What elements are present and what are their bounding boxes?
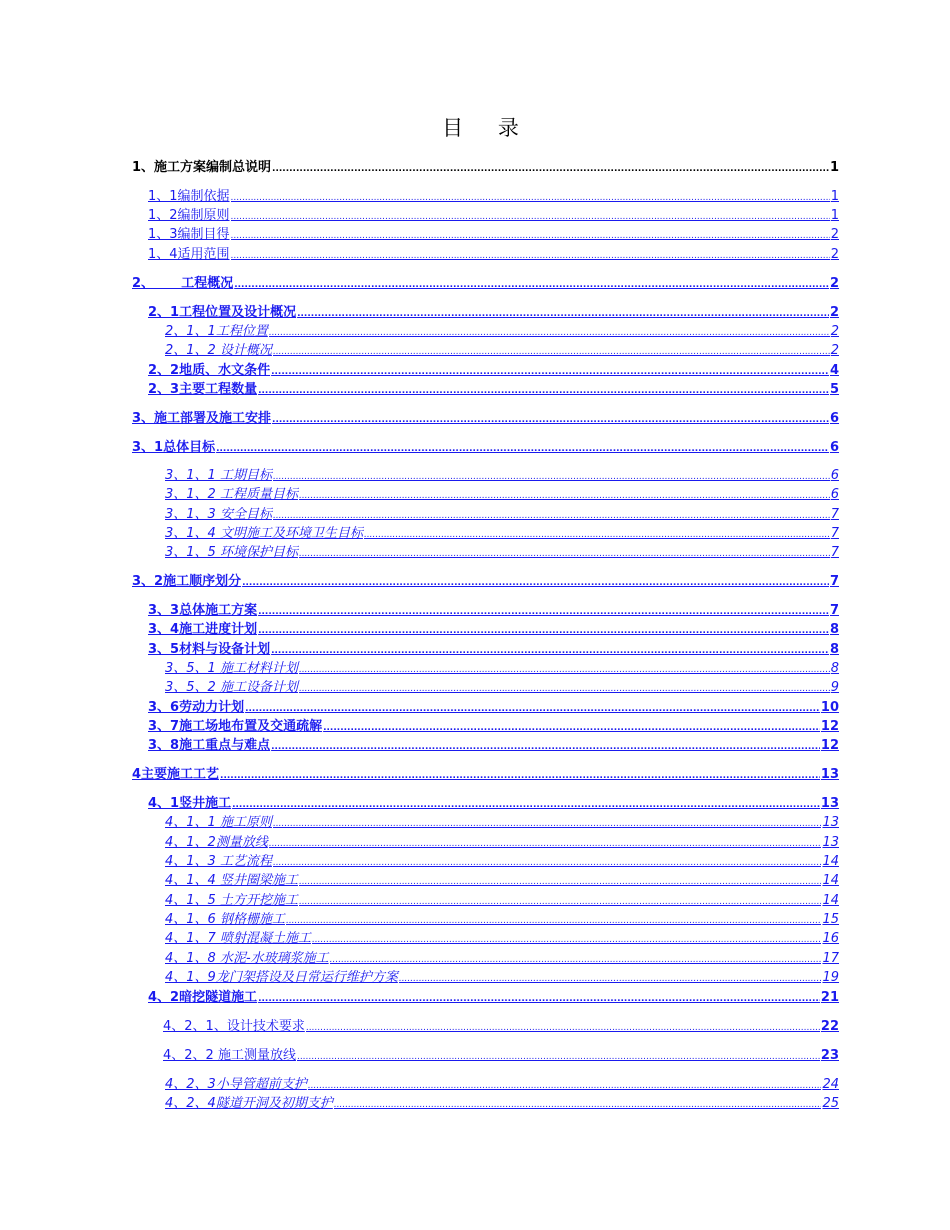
toc-entry-page: 13 — [822, 835, 839, 850]
dot-leader — [299, 875, 822, 889]
toc-entry-label: 4、1、4 竖井圈梁施工 — [165, 873, 298, 888]
toc-entry[interactable] — [165, 833, 839, 851]
toc-entry-page: 13 — [820, 767, 839, 782]
toc-entry-page: 16 — [822, 931, 839, 946]
toc-entry-page: 8 — [830, 661, 839, 676]
toc-entry-page: 12 — [820, 719, 839, 734]
toc-entry-page: 6 — [829, 411, 839, 426]
dot-leader — [245, 702, 820, 716]
toc-entry-page: 19 — [822, 970, 839, 985]
toc-entry-label: 3、5、1 施工材料计划 — [165, 661, 298, 676]
dot-leader — [297, 307, 829, 321]
toc-entry[interactable] — [148, 736, 839, 754]
toc-entry-label: 3、1、4 文明施工及环境卫生目标 — [165, 526, 363, 541]
toc-entry-page: 10 — [820, 700, 839, 715]
toc-entry[interactable] — [132, 158, 839, 176]
dot-leader — [273, 345, 830, 359]
dot-leader — [231, 229, 830, 243]
toc-entry[interactable] — [163, 1017, 839, 1035]
toc-entry[interactable] — [148, 717, 839, 735]
toc-entry-label: 4、1、2测量放线 — [165, 835, 268, 850]
toc-entry-label: 4、1、1 施工原则 — [165, 815, 272, 830]
dot-leader — [299, 489, 830, 503]
toc-entry-label: 3、1、1 工期目标 — [165, 468, 272, 483]
toc-entry[interactable] — [165, 910, 839, 928]
dot-leader — [269, 837, 822, 851]
toc-entry-label: 2、2地质、水文条件 — [148, 363, 271, 378]
toc-entry[interactable] — [148, 620, 839, 638]
toc-entry-page: 22 — [820, 1019, 839, 1034]
toc-entry-label: 3、2施工顺序划分 — [132, 574, 242, 589]
toc-entry-page: 7 — [829, 603, 839, 618]
toc-entry[interactable] — [165, 1094, 839, 1112]
toc-entry[interactable] — [148, 303, 839, 321]
toc-entry[interactable] — [165, 871, 839, 889]
toc-entry-page: 25 — [822, 1096, 839, 1111]
toc-entry-label: 4、2、2 施工测量放线 — [163, 1048, 296, 1063]
toc-entry[interactable] — [132, 409, 839, 427]
toc-entry-label: 1、1编制依据 — [148, 189, 230, 204]
toc-entry[interactable] — [132, 274, 839, 292]
toc-entry-page: 2 — [829, 305, 839, 320]
toc-entry-label: 4、2、1、设计技术要求 — [163, 1019, 305, 1034]
dot-leader — [269, 326, 830, 340]
toc-entry-label: 3、1、5 环境保护目标 — [165, 545, 298, 560]
toc-entry-page: 2 — [830, 324, 839, 339]
toc-entry[interactable] — [165, 678, 839, 696]
toc-entry-page: 15 — [822, 912, 839, 927]
dot-leader — [308, 1079, 822, 1093]
toc-entry-label: 4、1、5 土方开挖施工 — [165, 893, 298, 908]
dot-leader — [231, 191, 830, 205]
toc-entry-label: 4、1、6 钢格栅施工 — [165, 912, 285, 927]
toc-entry-label: 4、1、3 工艺流程 — [165, 854, 272, 869]
toc-entry[interactable] — [148, 187, 839, 205]
toc-entry-page: 7 — [830, 526, 839, 541]
toc-title: 目 录 — [442, 116, 533, 140]
toc-entry[interactable] — [165, 1075, 839, 1093]
dot-leader — [297, 1050, 820, 1064]
toc-entry-page: 1 — [830, 208, 839, 223]
toc-entry-page: 7 — [830, 507, 839, 522]
toc-entry-page: 13 — [822, 815, 839, 830]
toc-entry[interactable] — [165, 813, 839, 831]
toc-entry-label: 4、2、4隧道开洞及初期支护 — [165, 1096, 333, 1111]
dot-leader — [299, 547, 830, 561]
dot-leader — [286, 914, 822, 928]
toc-entry-page: 7 — [830, 545, 839, 560]
toc-entry-page: 23 — [820, 1048, 839, 1063]
toc-entry-label: 2、3主要工程数量 — [148, 382, 258, 397]
toc-entry-label: 1、2编制原则 — [148, 208, 230, 223]
toc-entry[interactable] — [165, 466, 839, 484]
toc-entry-label: 2、 工程概况 — [132, 276, 234, 291]
dot-leader — [323, 721, 820, 735]
toc-entry[interactable] — [165, 968, 839, 986]
toc-entry-page: 6 — [830, 487, 839, 502]
toc-entry-page: 14 — [822, 854, 839, 869]
toc-entry-page: 17 — [822, 951, 839, 966]
toc-entry[interactable] — [165, 949, 839, 967]
toc-entry-label: 3、施工部署及施工安排 — [132, 411, 272, 426]
toc-entry-page: 2 — [830, 227, 839, 242]
toc-entry-page: 14 — [822, 873, 839, 888]
toc-entry[interactable] — [148, 640, 839, 658]
toc-entry-label: 3、5、2 施工设备计划 — [165, 680, 298, 695]
dot-leader — [273, 856, 822, 870]
toc-entry[interactable] — [165, 505, 839, 523]
toc-entry[interactable] — [148, 245, 839, 263]
dot-leader — [273, 470, 830, 484]
toc-entry[interactable] — [132, 572, 839, 590]
dot-leader — [299, 895, 822, 909]
toc-entry-label: 2、1工程位置及设计概况 — [148, 305, 297, 320]
toc-entry-page: 1 — [830, 189, 839, 204]
dot-leader — [312, 933, 822, 947]
dot-leader — [306, 1021, 820, 1035]
toc-entry-label: 3、1总体目标 — [132, 440, 216, 455]
dot-leader — [299, 682, 830, 696]
dot-leader — [271, 740, 820, 754]
toc-entry-page: 14 — [822, 893, 839, 908]
toc-entry-page: 21 — [820, 990, 839, 1005]
toc-entry-label: 1、4适用范围 — [148, 247, 230, 262]
toc-entry-label: 3、1、2 工程质量目标 — [165, 487, 298, 502]
toc-entry-label: 2、1、1工程位置 — [165, 324, 268, 339]
dot-leader — [220, 769, 820, 783]
dot-leader — [399, 972, 822, 986]
toc-entry-label: 4主要施工工艺 — [132, 767, 220, 782]
toc-entry[interactable] — [165, 891, 839, 909]
toc-entry-label: 3、5材料与设备计划 — [148, 642, 271, 657]
dot-leader — [271, 365, 829, 379]
toc-entry[interactable] — [165, 524, 839, 542]
dot-leader — [231, 210, 830, 224]
toc-entry[interactable] — [148, 601, 839, 619]
dot-leader — [234, 278, 829, 292]
toc-entry-label: 3、3总体施工方案 — [148, 603, 258, 618]
toc-entry-page: 8 — [829, 642, 839, 657]
dot-leader — [334, 1098, 822, 1112]
toc-entry[interactable] — [132, 765, 839, 783]
toc-entry-page: 7 — [829, 574, 839, 589]
toc-entry-label: 4、1、7 喷射混凝土施工 — [165, 931, 311, 946]
dot-leader — [242, 576, 829, 590]
dot-leader — [273, 509, 830, 523]
dot-leader — [216, 442, 829, 456]
toc-entry-page: 8 — [829, 622, 839, 637]
toc-entry[interactable] — [148, 794, 839, 812]
toc-entry-label: 3、6劳动力计划 — [148, 700, 245, 715]
toc-entry-page: 24 — [822, 1077, 839, 1092]
toc-entry-label: 4、2暗挖隧道施工 — [148, 990, 258, 1005]
toc-entry[interactable] — [148, 361, 839, 379]
toc-entry[interactable] — [148, 380, 839, 398]
dot-leader — [272, 162, 829, 176]
dot-leader — [364, 528, 830, 542]
toc-entry-page: 6 — [830, 468, 839, 483]
dot-leader — [258, 384, 829, 398]
toc-entry-label: 4、1竖井施工 — [148, 796, 232, 811]
toc-entry-page: 5 — [829, 382, 839, 397]
dot-leader — [232, 798, 820, 812]
toc-entry[interactable] — [148, 206, 839, 224]
toc-entry-page: 1 — [829, 160, 839, 175]
toc-entry-label: 4、1、9龙门架搭设及日常运行维护方案 — [165, 970, 398, 985]
toc-entry[interactable] — [165, 659, 839, 677]
toc-entry-label: 3、4施工进度计划 — [148, 622, 258, 637]
toc-entry-page: 9 — [830, 680, 839, 695]
dot-leader — [258, 605, 829, 619]
toc-entry-label: 3、1、3 安全目标 — [165, 507, 272, 522]
toc-entry-page: 2 — [829, 276, 839, 291]
toc-entry-page: 2 — [830, 247, 839, 262]
toc-entry-page: 13 — [820, 796, 839, 811]
toc-entry-label: 1、3编制目得 — [148, 227, 230, 242]
toc-entry[interactable] — [148, 225, 839, 243]
toc-entry[interactable] — [163, 1046, 839, 1064]
toc-entry-label: 1、施工方案编制总说明 — [132, 160, 272, 175]
toc-entry-page: 4 — [829, 363, 839, 378]
toc-entry[interactable] — [165, 341, 839, 359]
toc-entry-label: 3、8施工重点与难点 — [148, 738, 271, 753]
dot-leader — [273, 817, 822, 831]
toc-entry[interactable] — [165, 852, 839, 870]
dot-leader — [258, 624, 829, 638]
toc-entry[interactable] — [132, 438, 839, 456]
toc-entry[interactable] — [148, 988, 839, 1006]
dot-leader — [258, 992, 820, 1006]
toc-entry-page: 2 — [830, 343, 839, 358]
toc-entry-page: 12 — [820, 738, 839, 753]
toc-entry-label: 2、1、2 设计概况 — [165, 343, 272, 358]
toc-entry-label: 4、1、8 水泥-水玻璃浆施工 — [165, 951, 329, 966]
toc-entry[interactable] — [165, 543, 839, 561]
dot-leader — [272, 413, 829, 427]
toc-entry[interactable] — [165, 322, 839, 340]
toc-entry-label: 4、2、3小导管超前支护 — [165, 1077, 307, 1092]
toc-entry-page: 6 — [829, 440, 839, 455]
toc-entry[interactable] — [165, 485, 839, 503]
dot-leader — [231, 249, 830, 263]
dot-leader — [299, 663, 830, 677]
dot-leader — [271, 644, 829, 658]
toc-entry[interactable] — [165, 929, 839, 947]
toc-entry[interactable] — [148, 698, 839, 716]
toc-entry-label: 3、7施工场地布置及交通疏解 — [148, 719, 323, 734]
dot-leader — [330, 953, 822, 967]
